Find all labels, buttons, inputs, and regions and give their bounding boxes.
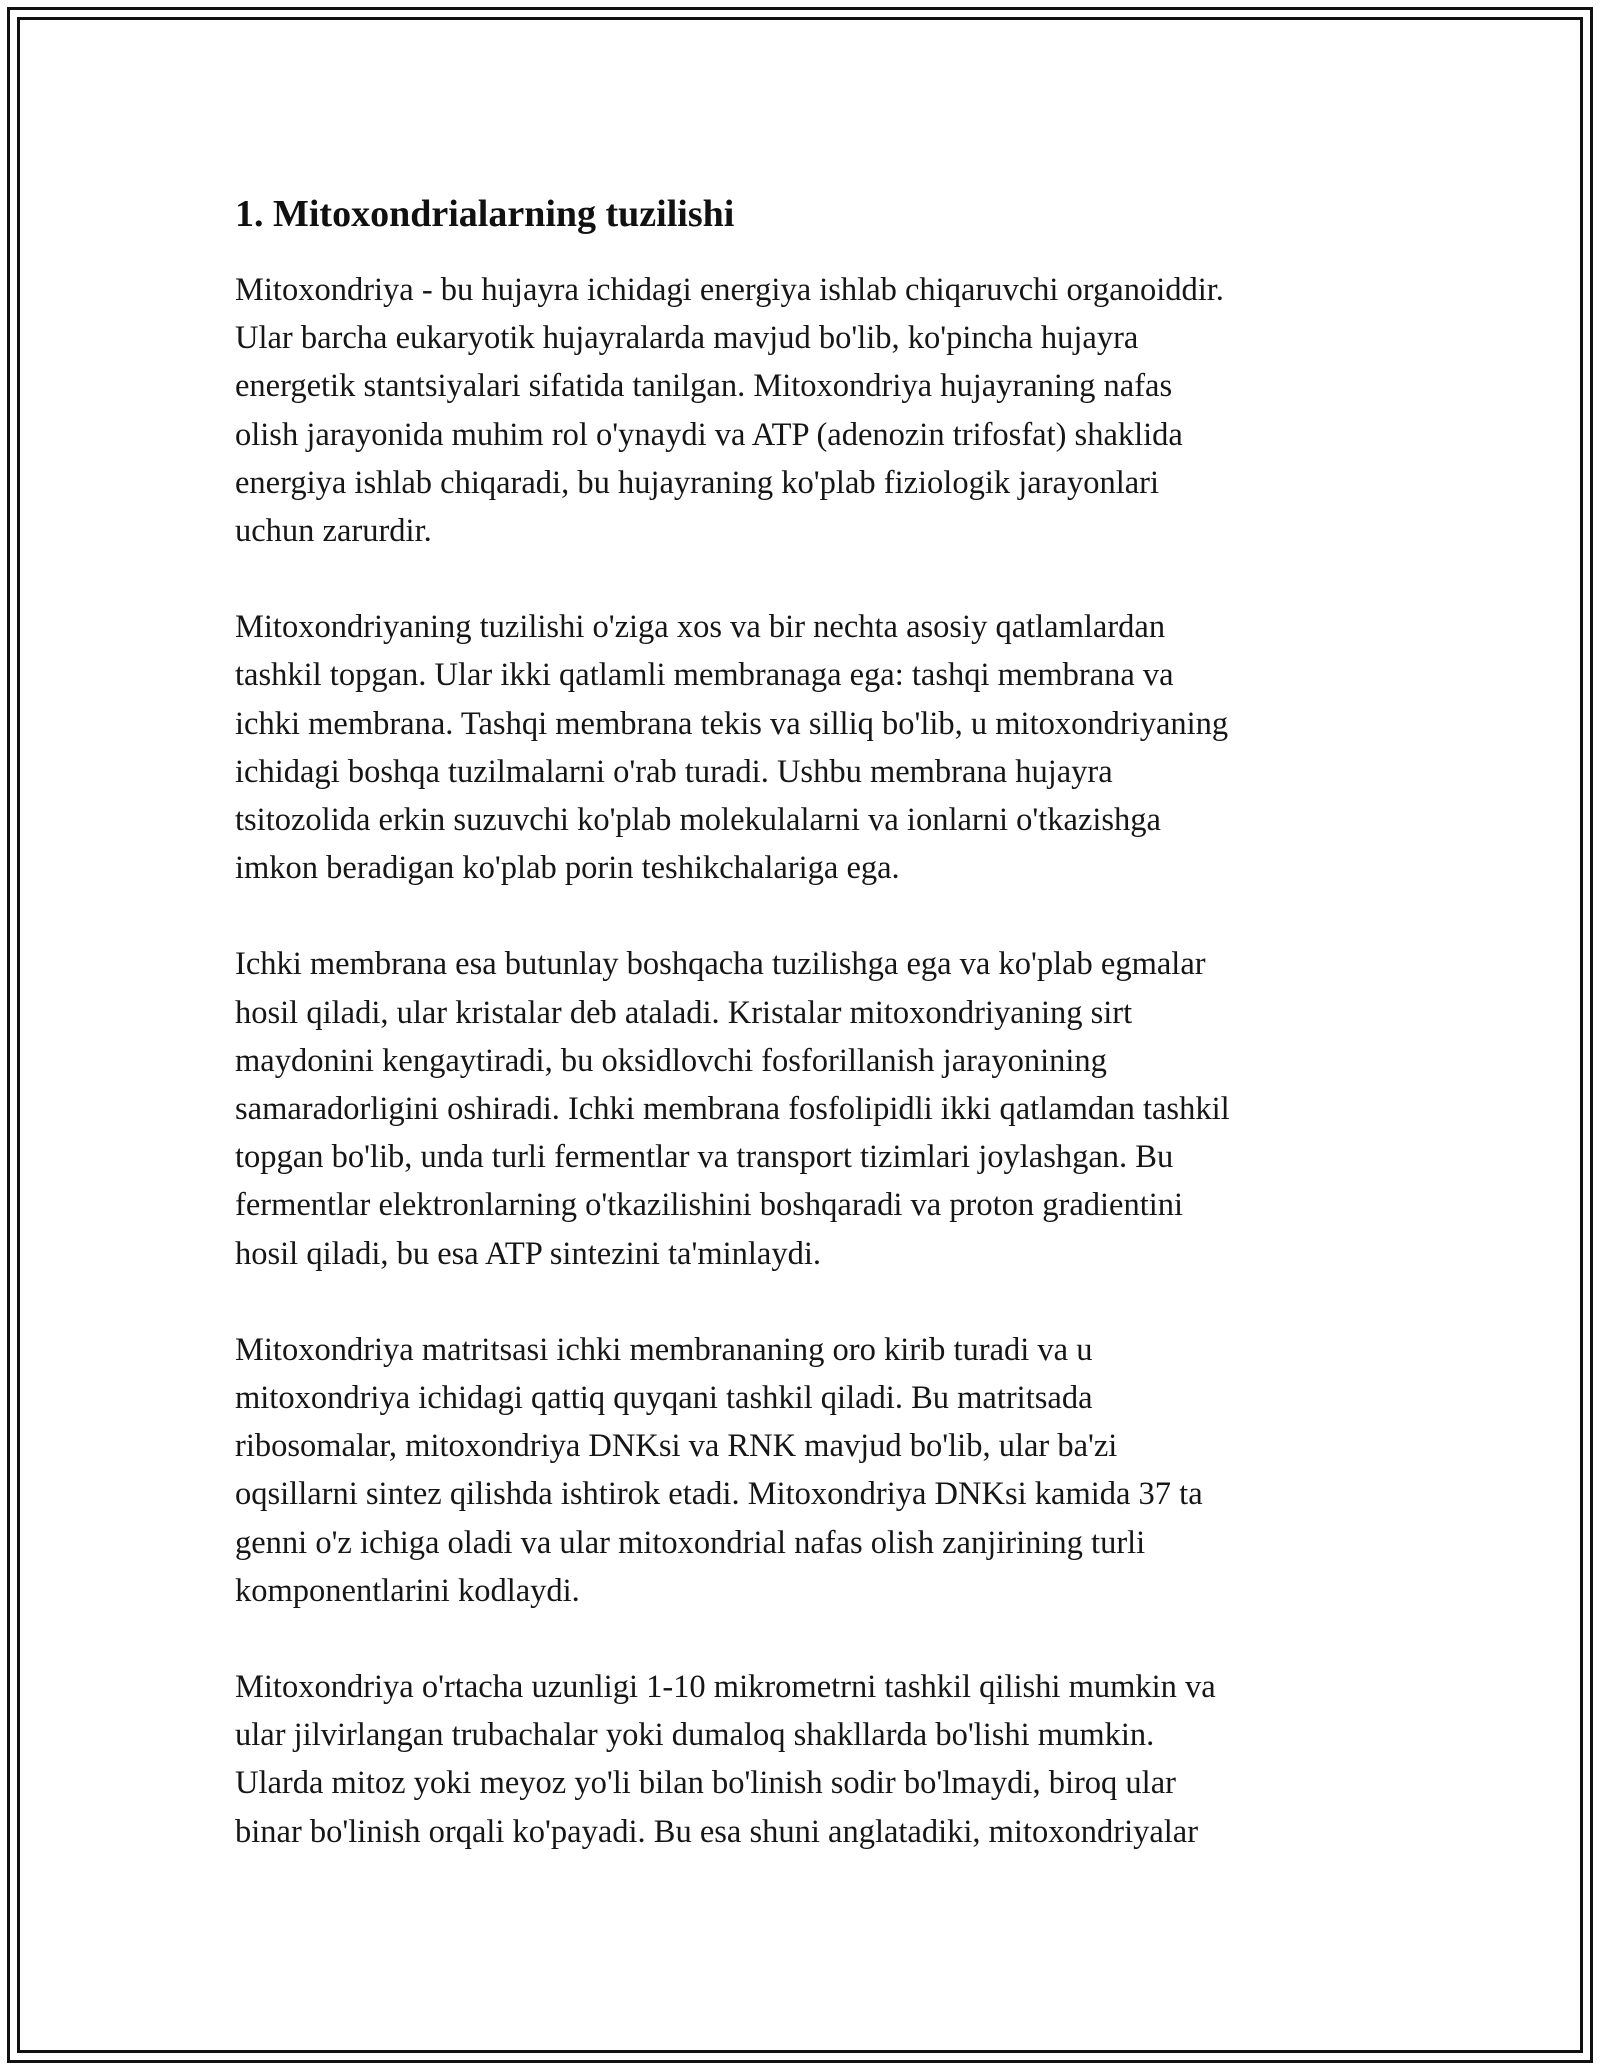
paragraph: Mitoxondriyaning tuzilishi o'ziga xos va bir nechta asosiy qatlamlardan tashkil topgan. Ular ikki qatlamli membranaga ega: tashqi membrana va ichki membrana. Tashqi membrana tekis va silliq bo'lib, u mitoxondriyaning ichidagi boshqa tuzilmalarni o'rab turadi. Ushbu membrana hujayra tsitozolida erkin suzuvchi ko'plab molekulalarni va ionlarni o'tkazishga imkon beradigan ko'plab porin teshikchalariga ega. (235, 609, 1229, 887)
paragraph: Mitoxondriya matritsasi ichki membrananing oro kirib turadi va u mitoxondriya ichidagi qattiq quyqani tashkil qiladi. Bu matritsada ribosomalar, mitoxondriya DNKsi va RNK mavjud bo'lib, ular ba'zi oqsillarni sintez qilishda ishtirok etadi. Mitoxondriya DNKsi kamida 37 ta genni o'z ichiga oladi va ular mitoxondrial nafas olish zanjirining turli komponentlarini kodlaydi. (235, 1331, 1203, 1609)
paragraph: Mitoxondriya - bu hujayra ichidagi energiya ishlab chiqaruvchi organoiddir. Ular barcha eukaryotik hujayralarda mavjud bo'lib, ko'pincha hujayra energetik stantsiyalari sifatida tanilgan. Mitoxondriya hujayraning nafas olish jarayonida muhim rol o'ynaydi va ATP (adenozin trifosfat) shaklida energiya ishlab chiqaradi, bu hujayraning ko'plab fiziologik jarayonlari uchun zarurdir. (235, 272, 1224, 550)
document-body (235, 184, 1365, 1856)
section-title: 1. Mitoxondrialarning tuzilishi (235, 193, 735, 235)
paragraph: Mitoxondriya o'rtacha uzunligi 1-10 mikrometrni tashkil qilishi mumkin va ular jilvirlangan trubachalar yoki dumaloq shakllarda bo'lishi mumkin. Ularda mitoz yoki meyoz yo'li bilan bo'linish sodir bo'lmaydi, biroq ular binar bo'linish orqali ko'payadi. Bu esa shuni anglatadiki, mitoxondriyalar (235, 1669, 1216, 1850)
paragraph: Ichki membrana esa butunlay boshqacha tuzilishga ega va ko'plab egmalar hosil qiladi, ular kristalar deb ataladi. Kristalar mitoxondriyaning sirt maydonini kengaytiradi, bu oksidlovchi fosforillanish jarayonining samaradorligini oshiradi. Ichki membrana fosfolipidli ikki qatlamdan tashkil topgan bo'lib, unda turli fermentlar va transport tizimlari joylashgan. Bu fermentlar elektronlarning o'tkazilishini boshqaradi va proton gradientini hosil qiladi, bu esa ATP sintezini ta'minlaydi. (235, 946, 1230, 1272)
